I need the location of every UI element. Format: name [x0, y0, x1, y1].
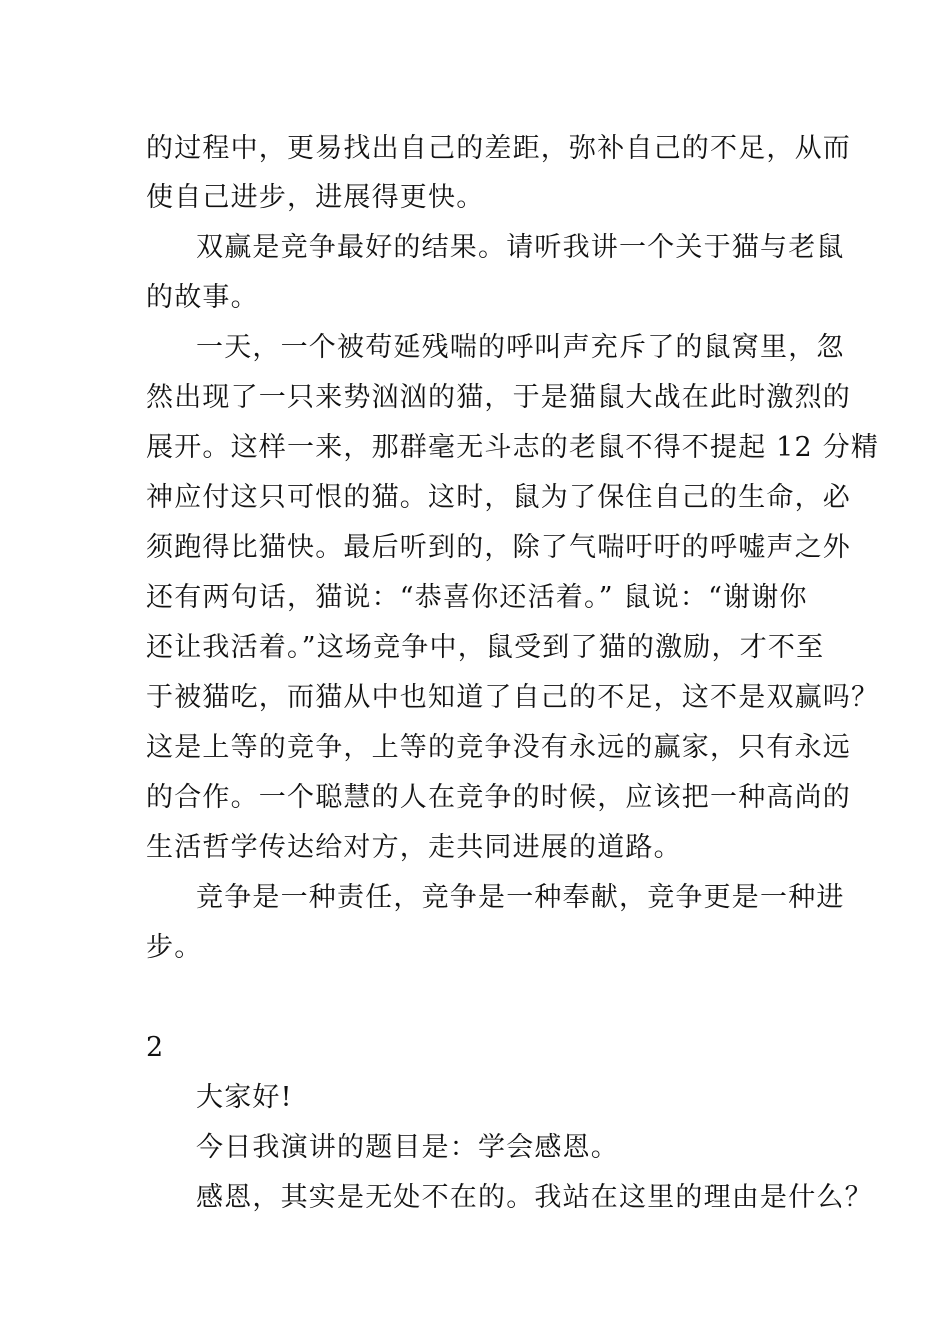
text-line: 须跑得比猫快。最后听到的，除了气喘吁吁的呼嘘声之外: [146, 532, 851, 563]
section-number: 2: [146, 1032, 165, 1063]
text-line: 步。: [146, 932, 203, 963]
text-line: 于被猫吃，而猫从中也知道了自己的不足，这不是双赢吗？: [146, 682, 880, 713]
text-line: 的过程中，更易找出自己的差距，弥补自己的不足，从而: [146, 133, 851, 164]
text-line: 的故事。: [146, 282, 259, 313]
text-line: 展开。这样一来，那群毫无斗志的老鼠不得不提起 12 分精: [146, 432, 880, 463]
speech-title-line: 今日我演讲的题目是：学会感恩。: [196, 1132, 619, 1163]
text-line: 使自己进步，进展得更快。: [146, 182, 485, 213]
text-line: 神应付这只可恨的猫。这时，鼠为了保住自己的生命，必: [146, 482, 851, 513]
text-line: 还有两句话，猫说：“恭喜你还活着。” 鼠说：“谢谢你: [146, 582, 808, 613]
paragraph-start-line: 竞争是一种责任，竞争是一种奉献，竞争更是一种进: [196, 882, 845, 913]
text-line: 的合作。一个聪慧的人在竞争的时候，应该把一种高尚的: [146, 782, 851, 813]
text-line: 生活哲学传达给对方，走共同进展的道路。: [146, 832, 682, 863]
paragraph-start-line: 感恩，其实是无处不在的。我站在这里的理由是什么？: [196, 1182, 873, 1213]
text-line: 还让我活着。”这场竞争中，鼠受到了猫的激励，才不至: [146, 632, 825, 663]
paragraph-start-line: 双赢是竞争最好的结果。请听我讲一个关于猫与老鼠: [196, 232, 845, 263]
paragraph-start-line: 一天，一个被苟延残喘的呼叫声充斥了的鼠窝里，忽: [196, 332, 845, 363]
text-line: 这是上等的竞争，上等的竞争没有永远的赢家，只有永远: [146, 732, 851, 763]
greeting-line: 大家好!: [196, 1082, 293, 1113]
text-line: 然出现了一只来势汹汹的猫，于是猫鼠大战在此时激烈的: [146, 382, 851, 413]
